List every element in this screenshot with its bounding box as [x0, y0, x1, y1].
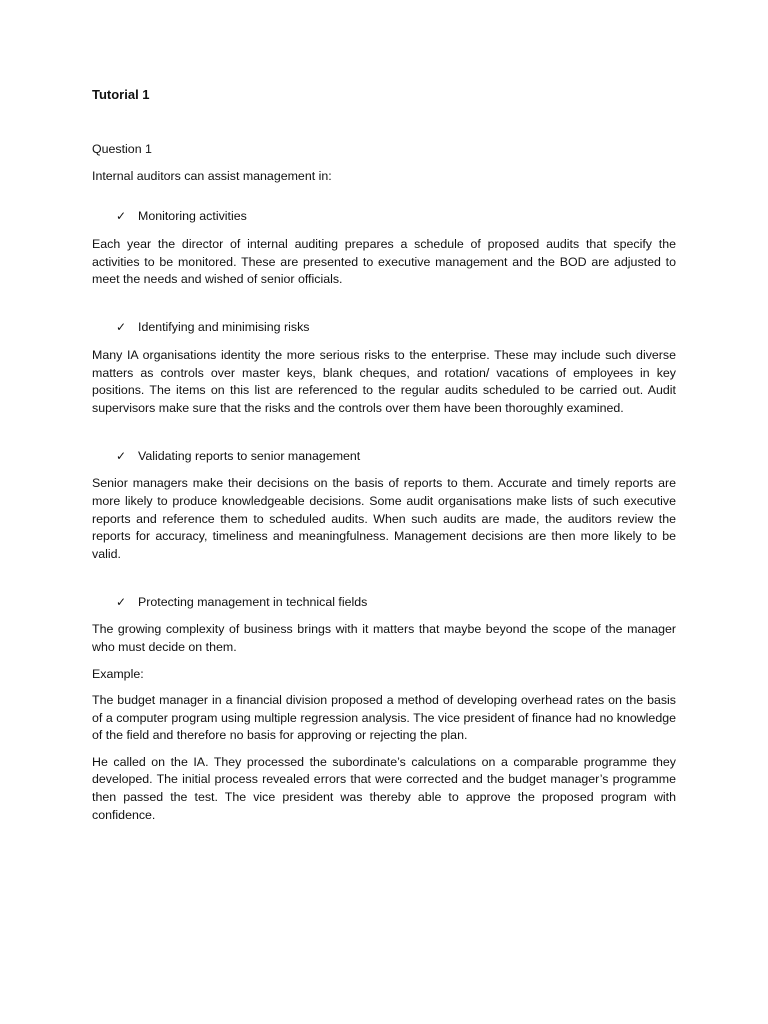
bullet-heading: Identifying and minimising risks: [138, 320, 310, 335]
document-title: Tutorial 1: [92, 87, 150, 102]
bullet-heading: Monitoring activities: [138, 209, 247, 224]
bullet-identifying-risks: [92, 319, 676, 337]
checkmark-icon: ✓: [116, 209, 127, 224]
example-paragraph-1: The budget manager in a financial division proposed a method of developing overhead rates on the basis of a computer program using multiple regression analysis. The vice president of finance had no knowledge of the field and therefore no basis for approving or rejecting the plan.: [92, 693, 676, 743]
paragraph-monitoring: Each year the director of internal auditing prepares a schedule of proposed audits that specify the activities to be monitored. These are presented to executive management and the BOD are adjusted to meet the needs and wished of senior officials.: [92, 237, 676, 287]
bullet-heading: Validating reports to senior management: [138, 448, 361, 463]
example-paragraph-2: He called on the IA. They processed the subordinate’s calculations on a comparable programme they developed. The initial process revealed errors that were corrected and the budget manager’s programme then passed the test. The vice president was thereby able to approve the proposed program with confidence.: [92, 754, 676, 822]
paragraph-technical: The growing complexity of business brings with it matters that maybe beyond the scope of the manager who must decide on them.: [92, 622, 676, 654]
bullet-monitoring-activities: [92, 208, 676, 226]
paragraph-risks: Many IA organisations identity the more serious risks to the enterprise. These may include such diverse matters as controls over master keys, blank cheques, and rotation/ vacations of employees in key positions. The items on this list are referenced to the regular audits scheduled to be carried out. Audit supervisors make sure that the risks and the controls over them have been thoroughly examined.: [92, 347, 676, 415]
paragraph-reports: Senior managers make their decisions on the basis of reports to them. Accurate and timely reports are more likely to produce knowledgeable decisions. Some audit organisations make lists of such executive reports and reference them to scheduled audits. When such audits are made, the auditors review the reports for accuracy, timeliness and meaningfulness. Management decisions are then more likely to be valid.: [92, 476, 676, 561]
bullet-heading: Protecting management in technical fields: [138, 594, 368, 609]
intro-text: Internal auditors can assist management in:: [92, 168, 332, 183]
document-body: [92, 141, 676, 833]
bullet-validating-reports: [92, 447, 676, 465]
checkmark-icon: ✓: [116, 320, 127, 335]
bullet-protecting-management: [92, 593, 676, 611]
checkmark-icon: ✓: [116, 448, 127, 463]
checkmark-icon: ✓: [116, 594, 127, 609]
example-label: Example:: [92, 666, 144, 681]
question-heading: Question 1: [92, 142, 152, 156]
